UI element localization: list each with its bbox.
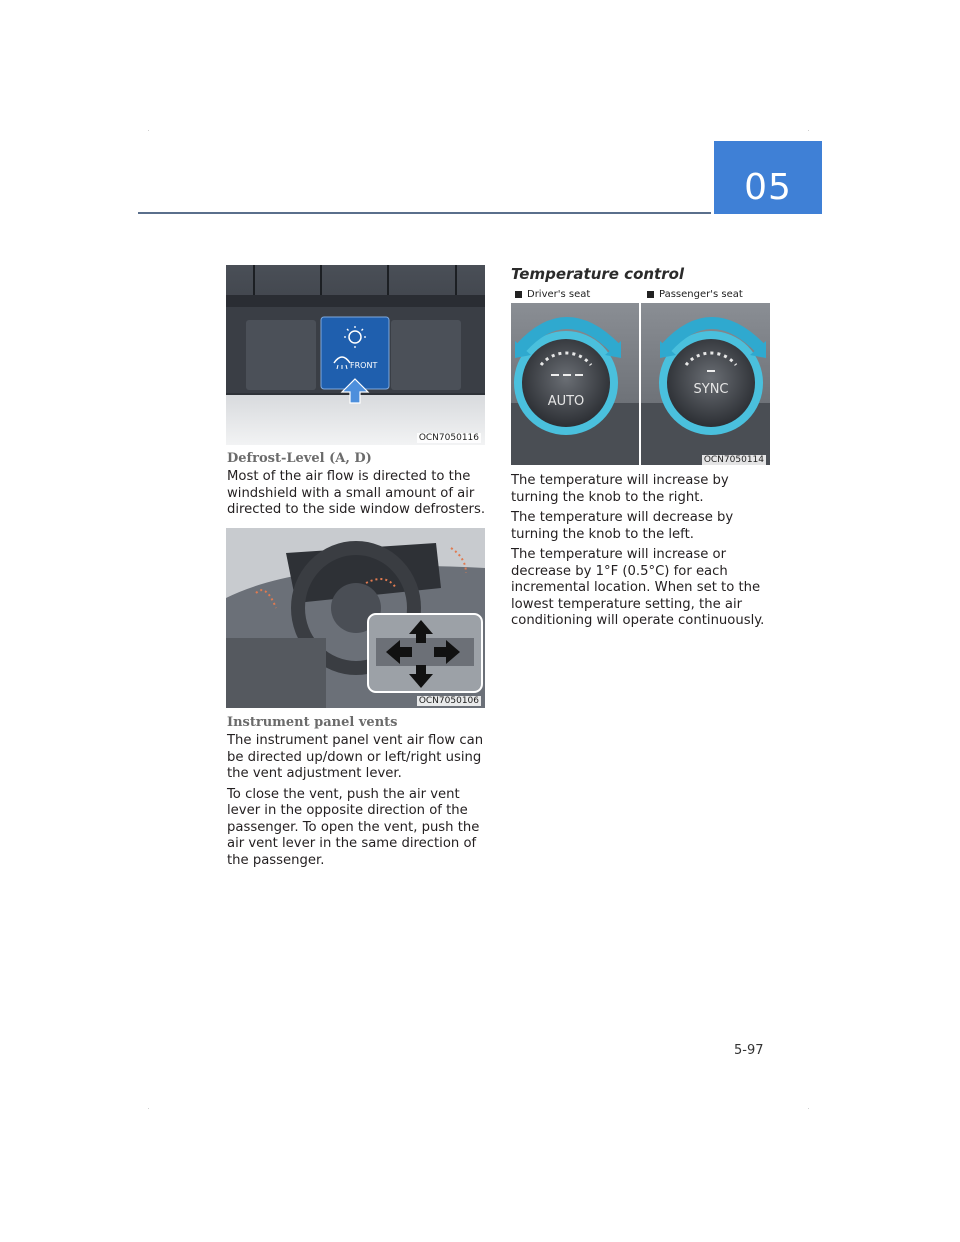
- chapter-tab: [714, 141, 822, 214]
- vents-text: [227, 733, 489, 873]
- temperature-illustration: [511, 303, 770, 465]
- vents-paragraph-2: To close the vent, push the air vent lever in the opposite direction of the passenger. To open the vent, push the air vent lever in the same direction of the passenger.: [227, 786, 480, 868]
- vents-heading: Instrument panel vents: [227, 715, 398, 730]
- defrost-figure: [226, 265, 485, 445]
- figure-code: OCN7050114: [703, 455, 764, 465]
- crop-mark: [148, 130, 149, 131]
- vents-figure: [226, 528, 485, 708]
- figure-code: OCN7050116: [418, 433, 479, 443]
- figure-code: OCN7050106: [418, 696, 479, 706]
- defrost-text: Most of the air flow is directed to the windshield with a small amount of air directed to the side window defrosters.: [227, 469, 486, 517]
- crop-mark: [148, 1108, 149, 1109]
- temperature-title: Temperature control: [511, 265, 685, 283]
- chapter-number: 05: [744, 167, 792, 208]
- temperature-text: [511, 473, 773, 634]
- defrost-illustration: [226, 265, 485, 445]
- passenger-seat-label: Passenger's seat: [647, 289, 743, 300]
- vents-paragraph-1: The instrument panel vent air flow can be directed up/down or left/right using the vent adjustment lever.: [227, 733, 484, 781]
- crop-mark: [808, 1108, 809, 1109]
- temperature-paragraph-2: The temperature will decrease by turning the knob to the left.: [511, 510, 734, 542]
- defrost-button-text: FRONT: [350, 361, 378, 370]
- page-number: 5-97: [734, 1043, 764, 1058]
- bullet-square-icon: [647, 291, 654, 298]
- sync-label: SYNC: [693, 382, 729, 397]
- bullet-square-icon: [515, 291, 522, 298]
- defrost-heading: Defrost-Level (A, D): [227, 451, 372, 466]
- crop-mark: [808, 130, 809, 131]
- header-rule: [138, 212, 711, 214]
- temperature-paragraph-3: The temperature will increase or decrease by 1°F (0.5°C) for each incremental location. When set to the lowest temperature setting, the air conditioning will operate continuously.: [511, 547, 765, 628]
- vents-illustration: [226, 528, 485, 708]
- auto-label: AUTO: [547, 394, 585, 409]
- temperature-paragraph-1: The temperature will increase by turning the knob to the right.: [511, 473, 729, 505]
- temperature-figure: [511, 287, 770, 465]
- driver-seat-label: Driver's seat: [515, 289, 590, 300]
